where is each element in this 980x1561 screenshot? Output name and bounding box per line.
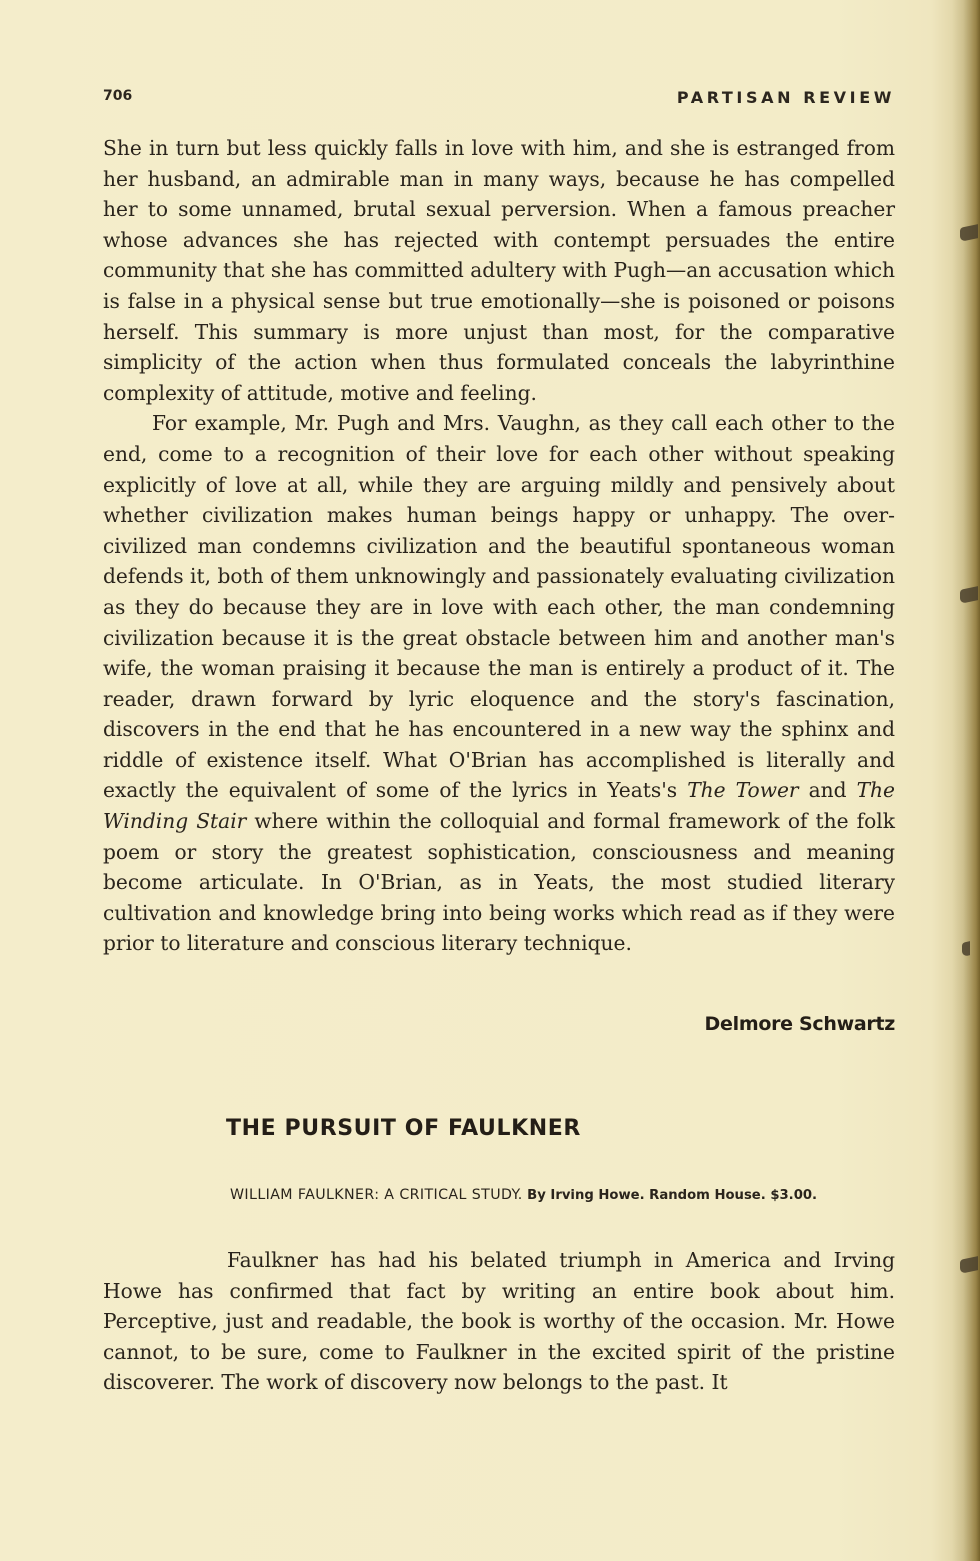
italic-book-title: The Tower: [687, 778, 799, 803]
paragraph: She in turn but less quickly falls in love with him, and she is estranged from her husband, an admirable man in many ways, because he has compelled her to some unnamed, brutal sexual perversion. When a famous preacher whose advances she has rejected with contempt persuades the entire community that she has committed adultery with Pugh—an accusation which is false in a physical sense but true emotionally—she is poisoned or poisons herself. This summary is more unjust than most, for the comparative simplicity of the action when thus formulated conceals the labyrinthine complexity of attitude, motive and feeling.: [103, 136, 895, 405]
author-signature: Delmore Schwartz: [704, 1013, 895, 1035]
page-edge-tab-mark: [962, 941, 970, 957]
section-title: THE PURSUIT OF FAULKNER: [226, 1116, 581, 1141]
running-head: PARTISAN REVIEW: [676, 88, 895, 107]
book-citation-title: WILLIAM FAULKNER: A CRITICAL STUDY.: [230, 1187, 523, 1203]
page-number: 706: [103, 88, 133, 104]
italic-book-title: The Winding Stair: [103, 778, 896, 834]
review-body-schwartz: [103, 133, 895, 959]
book-citation: [230, 1183, 895, 1208]
paragraph: Faulkner has had his belated triumph in America and Irving Howe has confirmed that fact by writing an entire book about him. Perceptive, just and readable, the book is worthy of the occasion. Mr. Howe cannot, to be sure, come to Faulkner in the excited spirit of the pristine discoverer. The work of discovery now belongs to the past. It: [103, 1248, 895, 1395]
paragraph: For example, Mr. Pugh and Mrs. Vaughn, as they call each other to the end, come to a recognition of their love for each other without speaking explicitly of love at all, while they are arguing mildly and pensively about whether civilization makes human beings happy or unhappy. The over-civilized man condemns civilization and the beautiful spontaneous woman defends it, both of them unknowingly and passionately evaluating civilization as they do because they are in love with each other, the man condemning civilization because it is the great obstacle between him and another man's wife, the woman praising it because the man is entirely a product of it. The reader, drawn forward by lyric eloquence and the story's fascination, discovers in the end that he has encountered in a new way the sphinx and riddle of existence itself. What O'Brian has accomplished is literally and exactly the equivalent of some of the lyrics in Yeats's The Tower and The Winding Stair where within the colloquial and formal framework of the folk poem or story the greatest sophistication, consciousness and meaning become articulate. In O'Brian, as in Yeats, the most studied literary cultivation and knowledge bring into being works which read as if they were prior to literature and conscious literary technique.: [103, 411, 896, 956]
book-citation-byline: By Irving Howe. Random House. $3.00.: [527, 1188, 818, 1203]
review-body-faulkner: [103, 1245, 895, 1398]
page-header: [103, 88, 895, 108]
